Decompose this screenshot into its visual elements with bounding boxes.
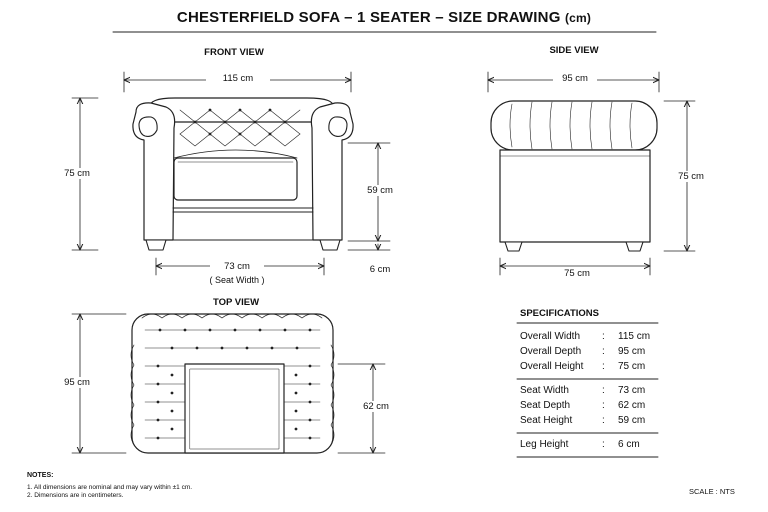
scale-label: SCALE : NTS	[689, 487, 735, 496]
front-seat-width-label: 73 cm	[210, 261, 264, 272]
spec-label: Seat Width	[520, 385, 569, 396]
spec-value: 62 cm	[618, 400, 646, 411]
side-view-sofa	[491, 101, 657, 251]
spec-value: 73 cm	[618, 385, 646, 396]
front-overall-height-label: 75 cm	[55, 168, 99, 179]
spec-separator: :	[602, 400, 605, 411]
spec-separator: :	[602, 361, 605, 372]
spec-label: Overall Depth	[520, 346, 582, 357]
top-depth-label: 95 cm	[55, 377, 99, 388]
spec-separator: :	[602, 439, 605, 450]
front-view-sofa	[133, 98, 353, 250]
spec-value: 6 cm	[618, 439, 640, 450]
spec-value: 115 cm	[618, 331, 651, 342]
side-height-label: 75 cm	[672, 171, 710, 182]
front-seat-width-note: ( Seat Width )	[190, 275, 284, 285]
front-overall-width-label: 115 cm	[206, 73, 270, 84]
spec-separator: :	[602, 346, 605, 357]
spec-separator: :	[602, 415, 605, 426]
top-view-sofa	[131, 314, 334, 453]
top-view-label: TOP VIEW	[212, 297, 260, 308]
spec-separator: :	[602, 385, 605, 396]
notes-heading: NOTES:	[27, 472, 54, 479]
spec-value: 95 cm	[618, 346, 646, 357]
front-leg-height-label: 6 cm	[360, 264, 400, 275]
spec-label: Leg Height	[520, 439, 569, 450]
title-unit: (cm)	[564, 11, 592, 25]
front-view-label: FRONT VIEW	[204, 47, 264, 58]
specifications-heading: SPECIFICATIONS	[520, 308, 599, 319]
side-bottom-depth-label: 75 cm	[555, 268, 599, 279]
spec-separator: :	[602, 331, 605, 342]
side-view-label: SIDE VIEW	[549, 45, 599, 56]
spec-label: Seat Height	[520, 415, 573, 426]
spec-label: Overall Width	[520, 331, 581, 342]
note-item: 2. Dimensions are in centimeters.	[27, 492, 124, 499]
top-seat-depth-label: 62 cm	[354, 401, 398, 412]
spec-label: Overall Height	[520, 361, 584, 372]
note-item: 1. All dimensions are nominal and may vary within ±1 cm.	[27, 484, 193, 491]
side-top-depth-label: 95 cm	[553, 73, 597, 84]
spec-label: Seat Depth	[520, 400, 571, 411]
spec-value: 75 cm	[618, 361, 646, 372]
title-text: CHESTERFIELD SOFA – 1 SEATER – SIZE DRAWING	[176, 9, 561, 26]
front-seat-height-label: 59 cm	[360, 185, 400, 196]
spec-value: 59 cm	[618, 415, 646, 426]
